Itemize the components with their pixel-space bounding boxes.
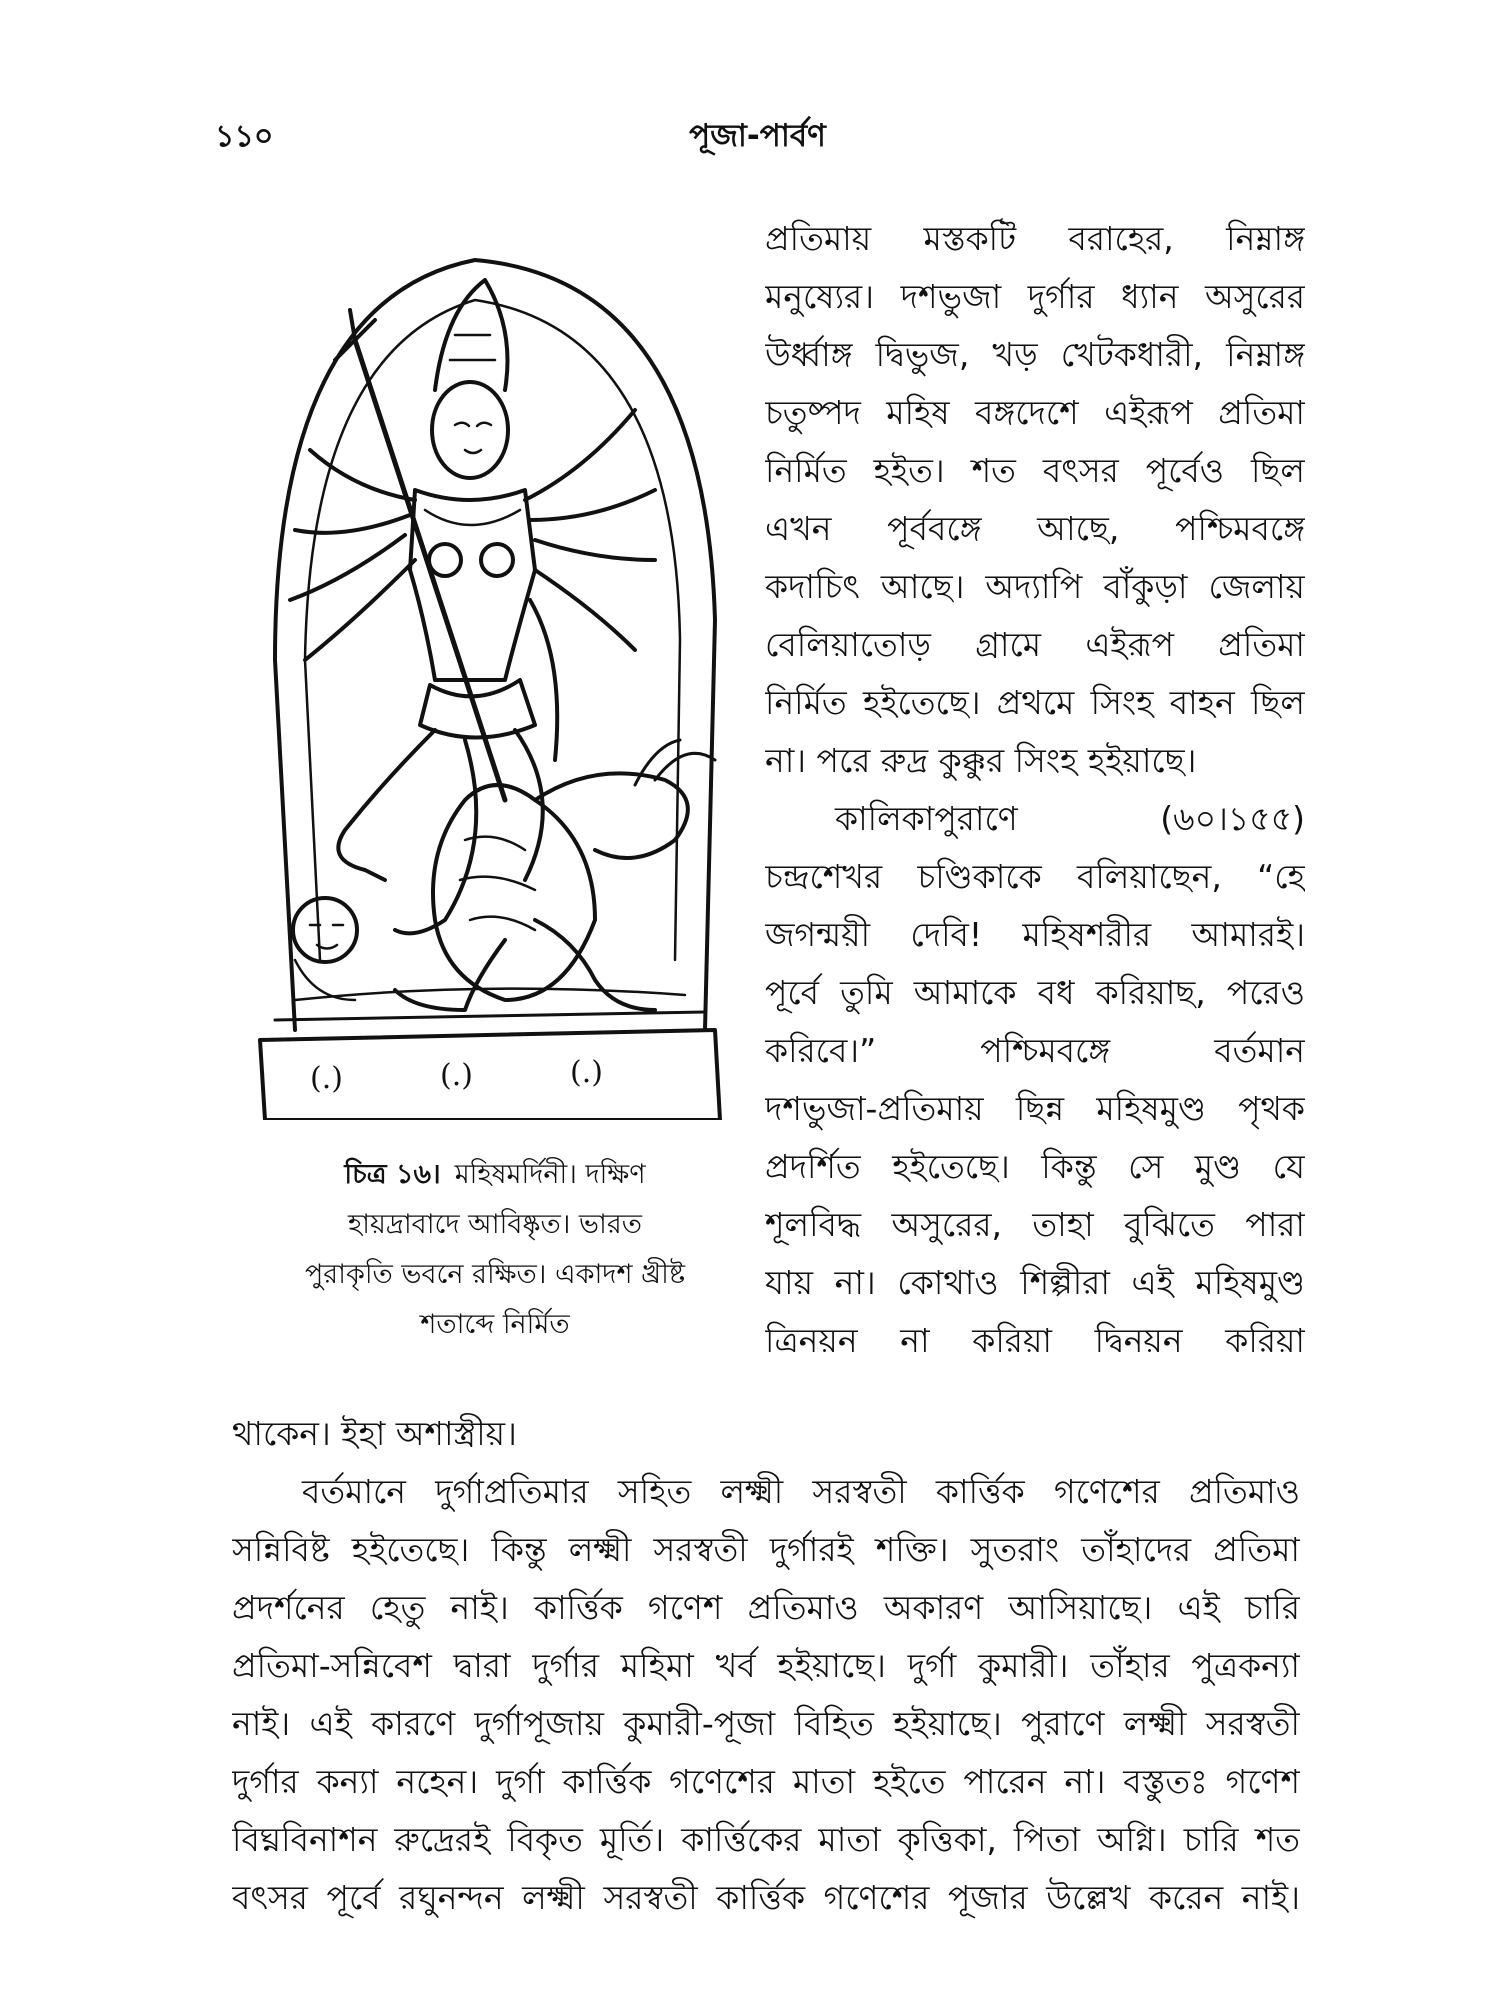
text-line: করিবে।” পশ্চিমবঙ্গে বর্তমান [765,1031,1305,1070]
text-line: মনুষ্যের। দশভুজা দুর্গার ধ্যান অসুরের [765,277,1305,316]
text-line: কালিকাপুরাণে (৬০।১৫৫) [835,799,1305,838]
caption-line: পুরাকৃতি ভবনে রক্ষিত। একাদশ খ্রীষ্ট [304,1259,686,1290]
text-line: সন্নিবিষ্ট হইতেছে। কিন্তু লক্ষ্মী সরস্বতী দুর্গারই শক্তি। সুতরাং তাঁহাদের প্রতিমা [232,1530,1300,1569]
text-line: যায় না। কোথাও শিল্পীরা এই মহিষমুণ্ড [765,1263,1305,1302]
text-line: বেলিয়াতোড় গ্রামে এইরূপ প্রতিমা [765,625,1305,664]
caption-line: শতাব্দে নির্মিত [420,1309,570,1340]
lion-head [293,898,357,962]
text-line: ত্রিনয়ন না করিয়া দ্বিনয়ন করিয়া [765,1321,1305,1360]
text-line: না। পরে রুদ্র কুক্কুর সিংহ হইয়াছে। [765,741,1197,780]
page-header [215,112,1300,162]
text-line: থাকেন। ইহা অশাস্ত্রীয়। [232,1414,517,1453]
text-line: দশভুজা-প্রতিমায় ছিন্ন মহিষমুণ্ড পৃথক [765,1089,1305,1128]
text-line: নির্মিত হইত। শত বৎসর পূর্বেও ছিল [765,451,1305,490]
text-line: পূর্বে তুমি আমাকে বধ করিয়াছ, পরেও [765,973,1305,1012]
text-line: প্রতিমায় মস্তকটি বরাহের, নিম্নাঙ্গ [765,219,1305,258]
buffalo-head [535,773,688,858]
plinth-mark: (.) [440,1058,473,1093]
text-line: দুর্গার কন্যা নহেন। দুর্গা কার্ত্তিক গণেশের মাতা হইতে পারেন না। বস্তুতঃ গণেশ [232,1762,1300,1801]
figure-caption [200,1150,790,1350]
caption-label: চিত্র ১৬। [344,1159,441,1190]
right-arms [525,410,655,760]
text-line: প্রদর্শনের হেতু নাই। কার্ত্তিক গণেশ প্রতিমাও অকারণ আসিয়াছে। এই চারি [232,1588,1300,1627]
text-line: চতুষ্পদ মহিষ বঙ্গদেশে এইরূপ প্রতিমা [765,393,1305,432]
right-column-text [765,210,1305,1370]
goddess-head [432,382,508,478]
text-line: নির্মিত হইতেছে। প্রথমে সিংহ বাহন ছিল [765,683,1305,722]
stele-outline [275,260,715,1030]
text-line: নাই। এই কারণে দুর্গাপূজায় কুমারী-পূজা বিহিত হইয়াছে। পুরাণে লক্ষ্মী সরস্বতী [232,1704,1300,1743]
caption-line: হায়দ্রাবাদে আবিষ্কৃত। ভারত [347,1209,642,1240]
figure-mahishamardini [235,240,740,1120]
text-line: প্রদর্শিত হইতেছে। কিন্তু সে মুণ্ড যে [765,1147,1305,1186]
caption-line [200,1150,790,1200]
text-line: উর্ধ্বাঙ্গ দ্বিভুজ, খড় খেটকধারী, নিম্নাঙ্গ [765,335,1305,374]
text-line: কদাচিৎ আছে। অদ্যাপি বাঁকুড়া জেলায় [765,567,1305,606]
text-line: প্রতিমা-সন্নিবেশ দ্বারা দুর্গার মহিমা খর্ব হইয়াছে। দুর্গা কুমারী। তাঁহার পুত্রকন্যা [232,1646,1300,1685]
goddess-torso [410,490,535,680]
text-line: বর্তমানে দুর্গাপ্রতিমার সহিত লক্ষ্মী সরস্বতী কার্ত্তিক গণেশের প্রতিমাও [302,1472,1300,1511]
plinth-mark: (.) [310,1061,343,1096]
left-arms [290,450,415,660]
text-line: জগন্ময়ী দেবি! মহিষশরীর আমারই। [765,915,1305,954]
figure-illustration [235,240,740,1120]
text-line: চন্দ্রশেখর চণ্ডিকাকে বলিয়াছেন, “হে [765,857,1305,896]
plinth-marks [310,1055,603,1096]
full-width-text [232,1405,1300,1927]
buffalo-body [433,785,595,1000]
page-number: ১১০ [215,119,274,154]
text-line: বৎসর পূর্বে রঘুনন্দন লক্ষ্মী সরস্বতী কার্ত্তিক গণেশের পূজার উল্লেখ করেন নাই। [232,1878,1300,1917]
running-title: পূজা-পার্বণ [689,118,826,154]
text-line: শূলবিদ্ধ অসুরের, তাহা বুঝিতে পারা [765,1205,1305,1244]
caption-text: মহিষমর্দিনী। দক্ষিণ [454,1159,646,1190]
goddess-legs [338,730,476,933]
plinth-mark: (.) [570,1055,603,1090]
text-line: এখন পূর্ববঙ্গে আছে, পশ্চিমবঙ্গে [765,509,1305,548]
text-line: বিঘ্নবিনাশন রুদ্রেরই বিকৃত মূর্তি। কার্ত্তিকের মাতা কৃত্তিকা, পিতা অগ্নি। চারি শত [232,1820,1300,1859]
